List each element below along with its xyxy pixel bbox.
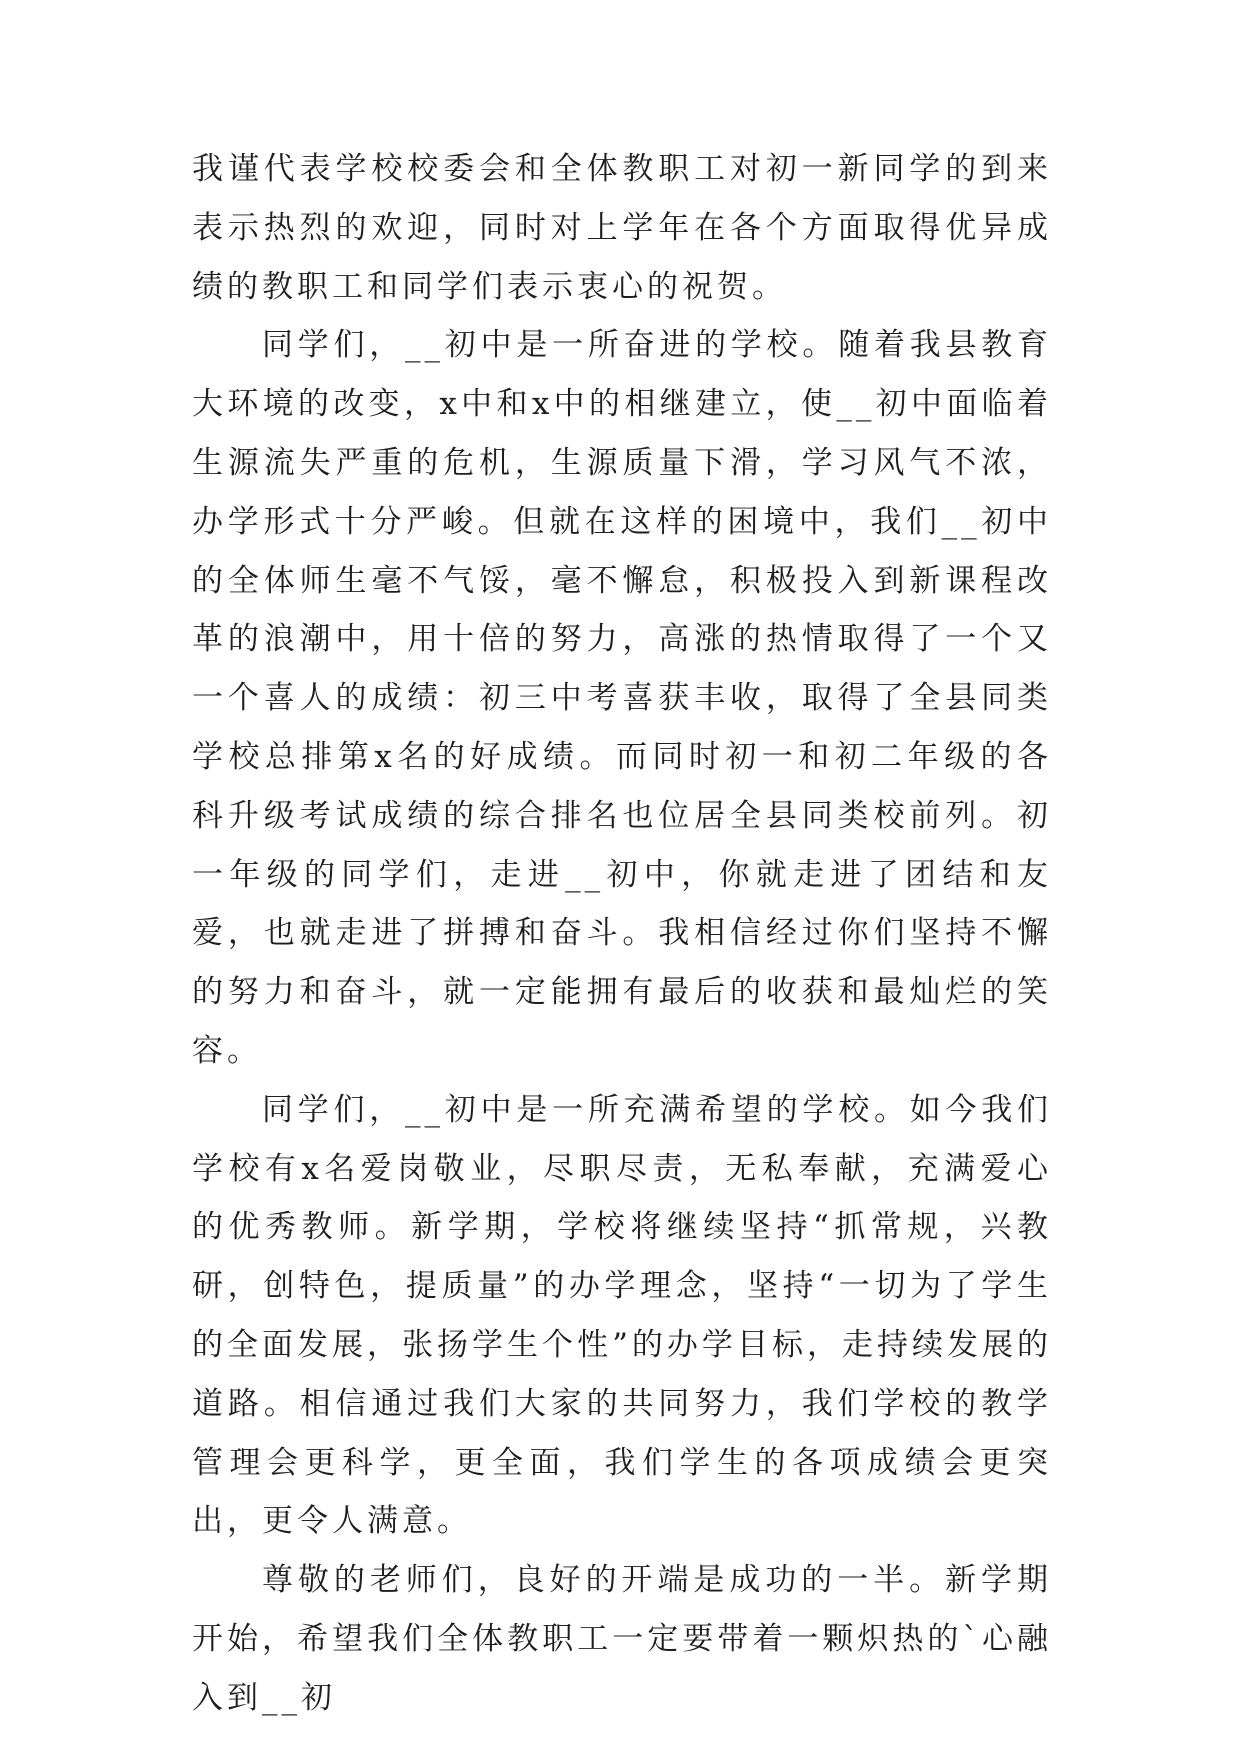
paragraph-4: 尊敬的老师们，良好的开端是成功的一半。新学期开始，希望我们全体教职工一定要带着一颗炽热的`心融入到__初 — [192, 1562, 1052, 1716]
document-page — [192, 140, 1052, 1728]
paragraph-2: 同学们，__初中是一所奋进的学校。随着我县教育大环境的改变，x中和x中的相继建立，使__初中面临着生源流失严重的危机，生源质量下滑，学习风气不浓，办学形式十分严峻。但就在这样的困境中，我们__初中的全体师生毫不气馁，毫不懈怠，积极投入到新课程改革的浪潮中，用十倍的努力，高涨的热情取得了一个又一个喜人的成绩：初三中考喜获丰收，取得了全县同类学校总排第x名的好成绩。而同时初一和初二年级的各科升级考试成绩的综合排名也位居全县同类校前列。初一年级的同学们，走进__初中，你就走进了团结和友爱，也就走进了拼搏和奋斗。我相信经过你们坚持不懈的努力和奋斗，就一定能拥有最后的收获和最灿烂的笑容。 — [192, 327, 1052, 1069]
paragraph-3: 同学们，__初中是一所充满希望的学校。如今我们学校有x名爱岗敬业，尽职尽责，无私奉献，充满爱心的优秀教师。新学期，学校将继续坚持“抓常规，兴教研，创特色，提质量”的办学理念，坚持“一切为了学生的全面发展，张扬学生个性”的办学目标，走持续发展的道路。相信通过我们大家的共同努力，我们学校的教学管理会更科学，更全面，我们学生的各项成绩会更突出，更令人满意。 — [192, 1091, 1052, 1540]
paragraph-1: 我谨代表学校校委会和全体教职工对初一新同学的到来表示热烈的欢迎，同时对上学年在各个方面取得优异成绩的教职工和同学们表示衷心的祝贺。 — [192, 151, 1052, 305]
